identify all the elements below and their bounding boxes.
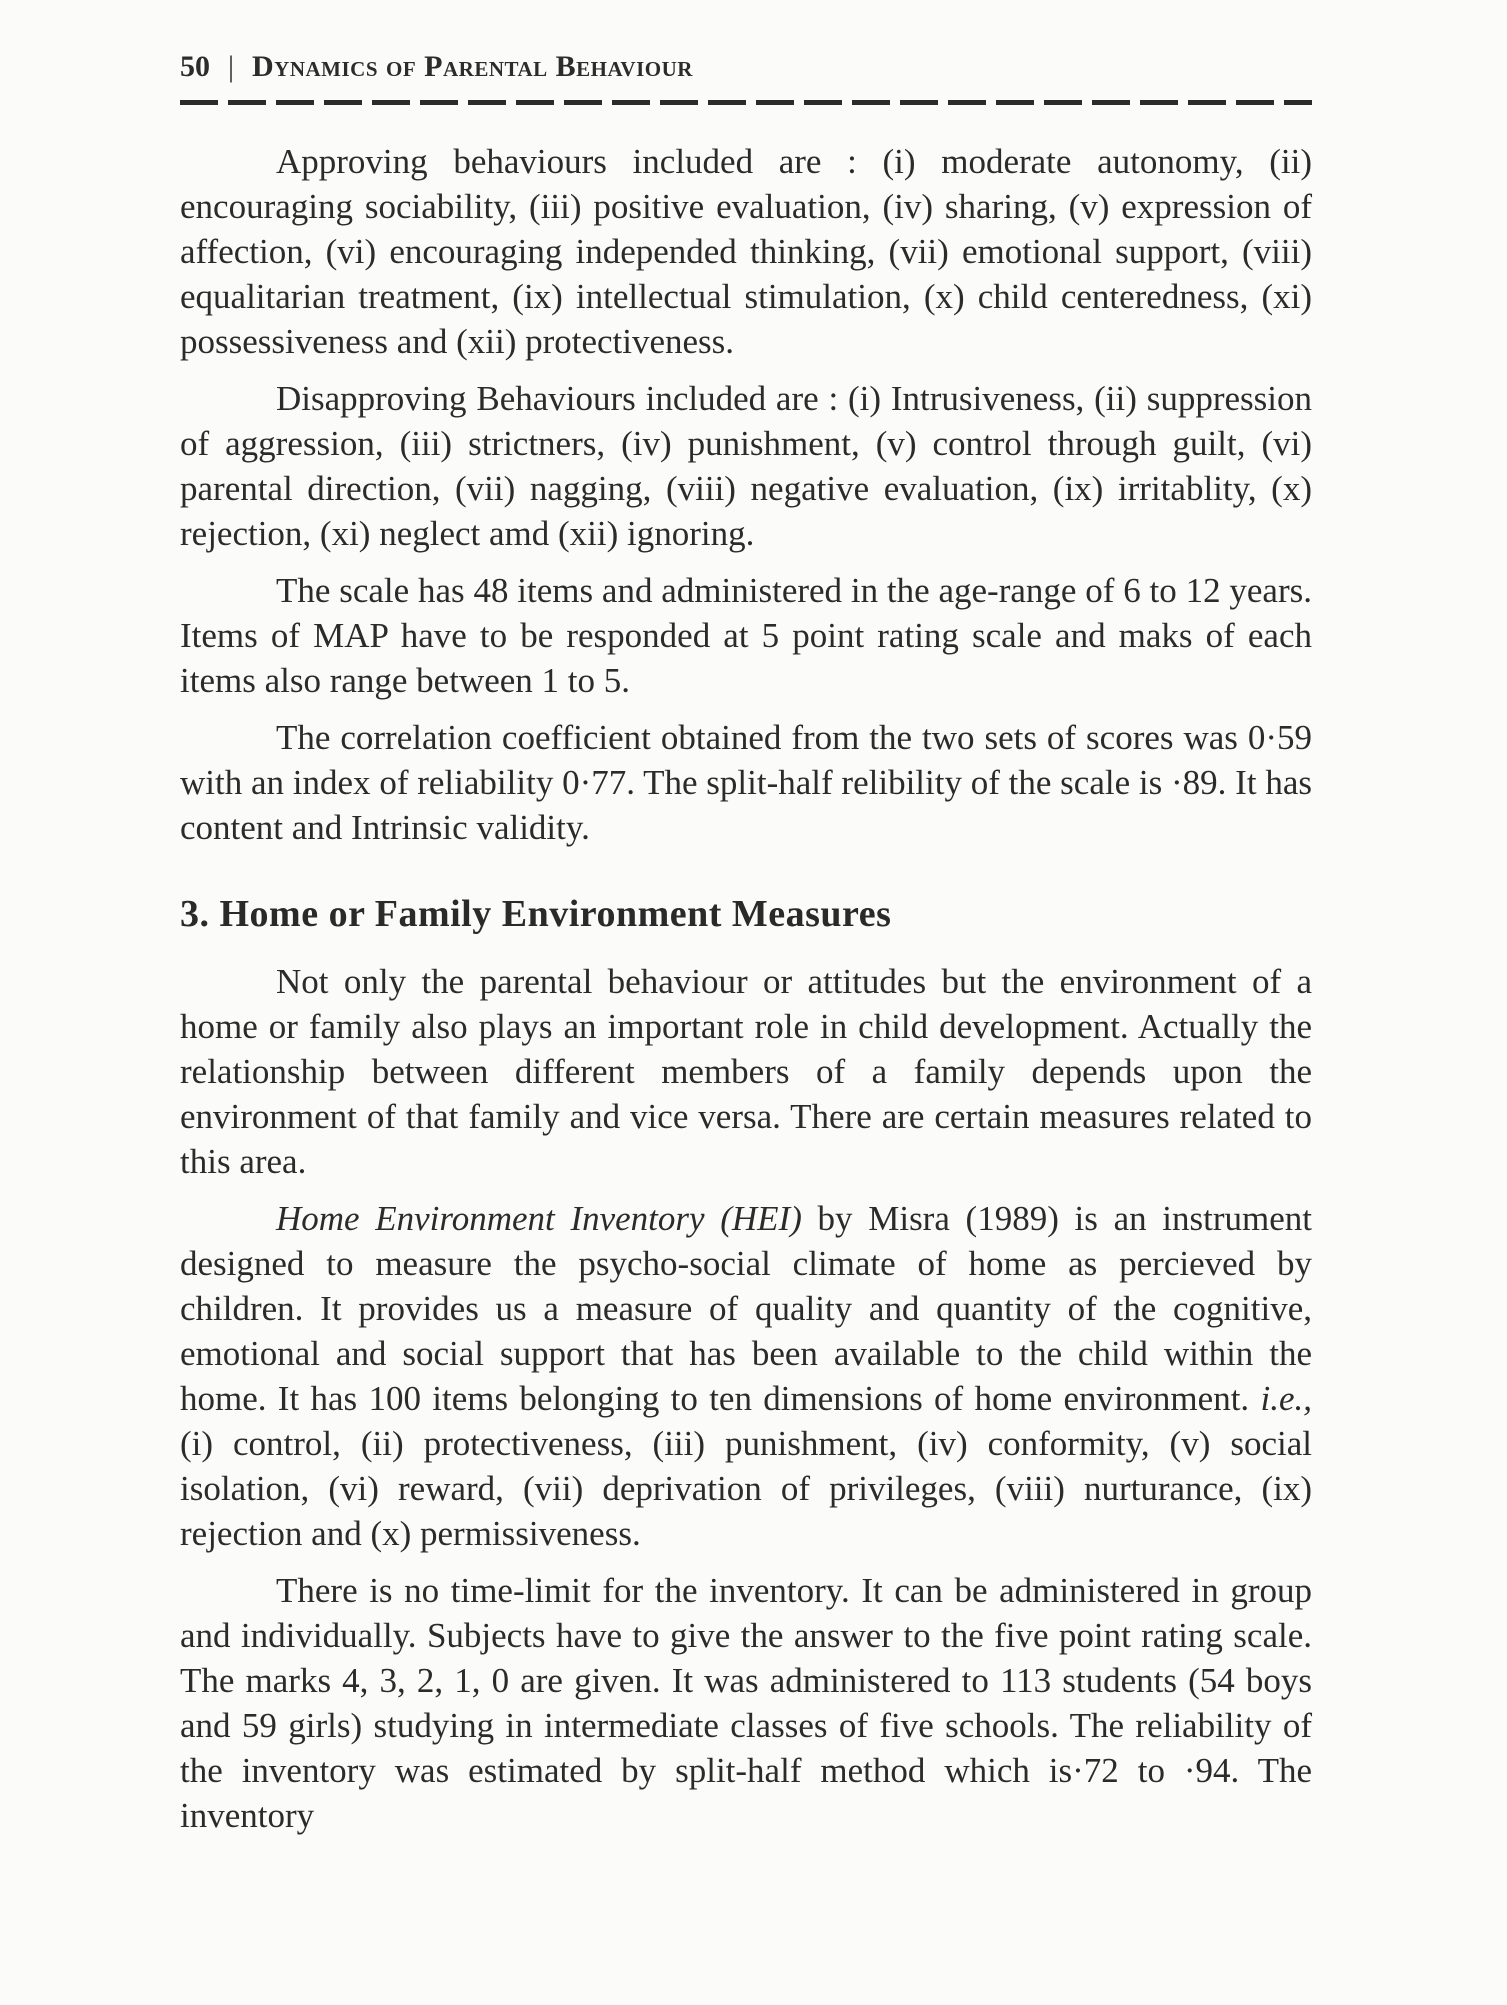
hei-ie: i.e., xyxy=(1260,1379,1312,1418)
paragraph-disapproving: Disapproving Behaviours included are : (i) Intrusiveness, (ii) suppression of aggression, (iii) strictners, (iv) punishment, (v) control through guilt, (vi) parental direction, (vii) nagging, (viii) negative evaluation, (ix) irritablity, (x) rejection, (xi) neglect amd (xii) ignoring. xyxy=(180,379,1312,553)
page-number: 50 xyxy=(180,50,210,83)
section-heading: 3. Home or Family Environment Measures xyxy=(180,893,892,935)
paragraph-hei xyxy=(180,1196,1312,1556)
hei-title: Home Environment Inventory (HEI) xyxy=(276,1199,802,1238)
body-text xyxy=(180,139,1312,1838)
paragraph-scale: The scale has 48 items and administered in the age-range of 6 to 12 years. Items of MAP have to be responded at 5 point rating scale and maks of each items also range between 1 to 5. xyxy=(180,571,1312,700)
book-page xyxy=(180,50,1312,1850)
header-dashed-rule xyxy=(180,100,1312,105)
paragraph-approving: Approving behaviours included are : (i) moderate autonomy, (ii) encouraging sociability, (iii) positive evaluation, (iv) sharing, (v) expression of affection, (vi) encouraging independed thinking, (vii) emotional support, (viii) equalitarian treatment, (ix) intellectual stimulation, (x) child centeredness, (xi) possessiveness and (xii) protectiveness. xyxy=(180,142,1312,361)
running-title: Dynamics of Parental Behaviour xyxy=(252,50,693,83)
hei-list: (i) control, (ii) protectiveness, (iii) punishment, (iv) conformity, (v) social isolation, (vi) reward, (vii) deprivation of privileges, (viii) nurturance, (ix) rejection and (x) permissiveness. xyxy=(180,1424,1312,1553)
paragraph-administration: There is no time-limit for the inventory. It can be administered in group and individually. Subjects have to give the answer to the five point rating scale. The marks 4, 3, 2, 1, 0 are given. It was administered to 113 students (54 boys and 59 girls) studying in intermediate classes of five schools. The reliability of the inventory was estimated by split-half method which is·72 to ·94. The inventory xyxy=(180,1571,1312,1835)
header-separator: | xyxy=(228,50,235,83)
page-header xyxy=(180,50,1312,92)
paragraph-intro: Not only the parental behaviour or attitudes but the environment of a home or family also plays an important role in child development. Actually the relationship between different members of a family depends upon the environment of that family and vice versa. There are certain measures related to this area. xyxy=(180,962,1312,1181)
paragraph-correlation: The correlation coefficient obtained from the two sets of scores was 0·59 with an index of reliability 0·77. The split-half relibility of the scale is ·89. It has content and Intrinsic validity. xyxy=(180,718,1312,847)
hei-body: by Misra (1989) is an instrument designed to measure the psycho-social climate of home as percieved by children. It provides us a measure of quality and quantity of the cognitive, emotional and social support that has been available to the child within the home. It has 100 items belonging to ten dimensions of home environment. xyxy=(180,1199,1312,1418)
